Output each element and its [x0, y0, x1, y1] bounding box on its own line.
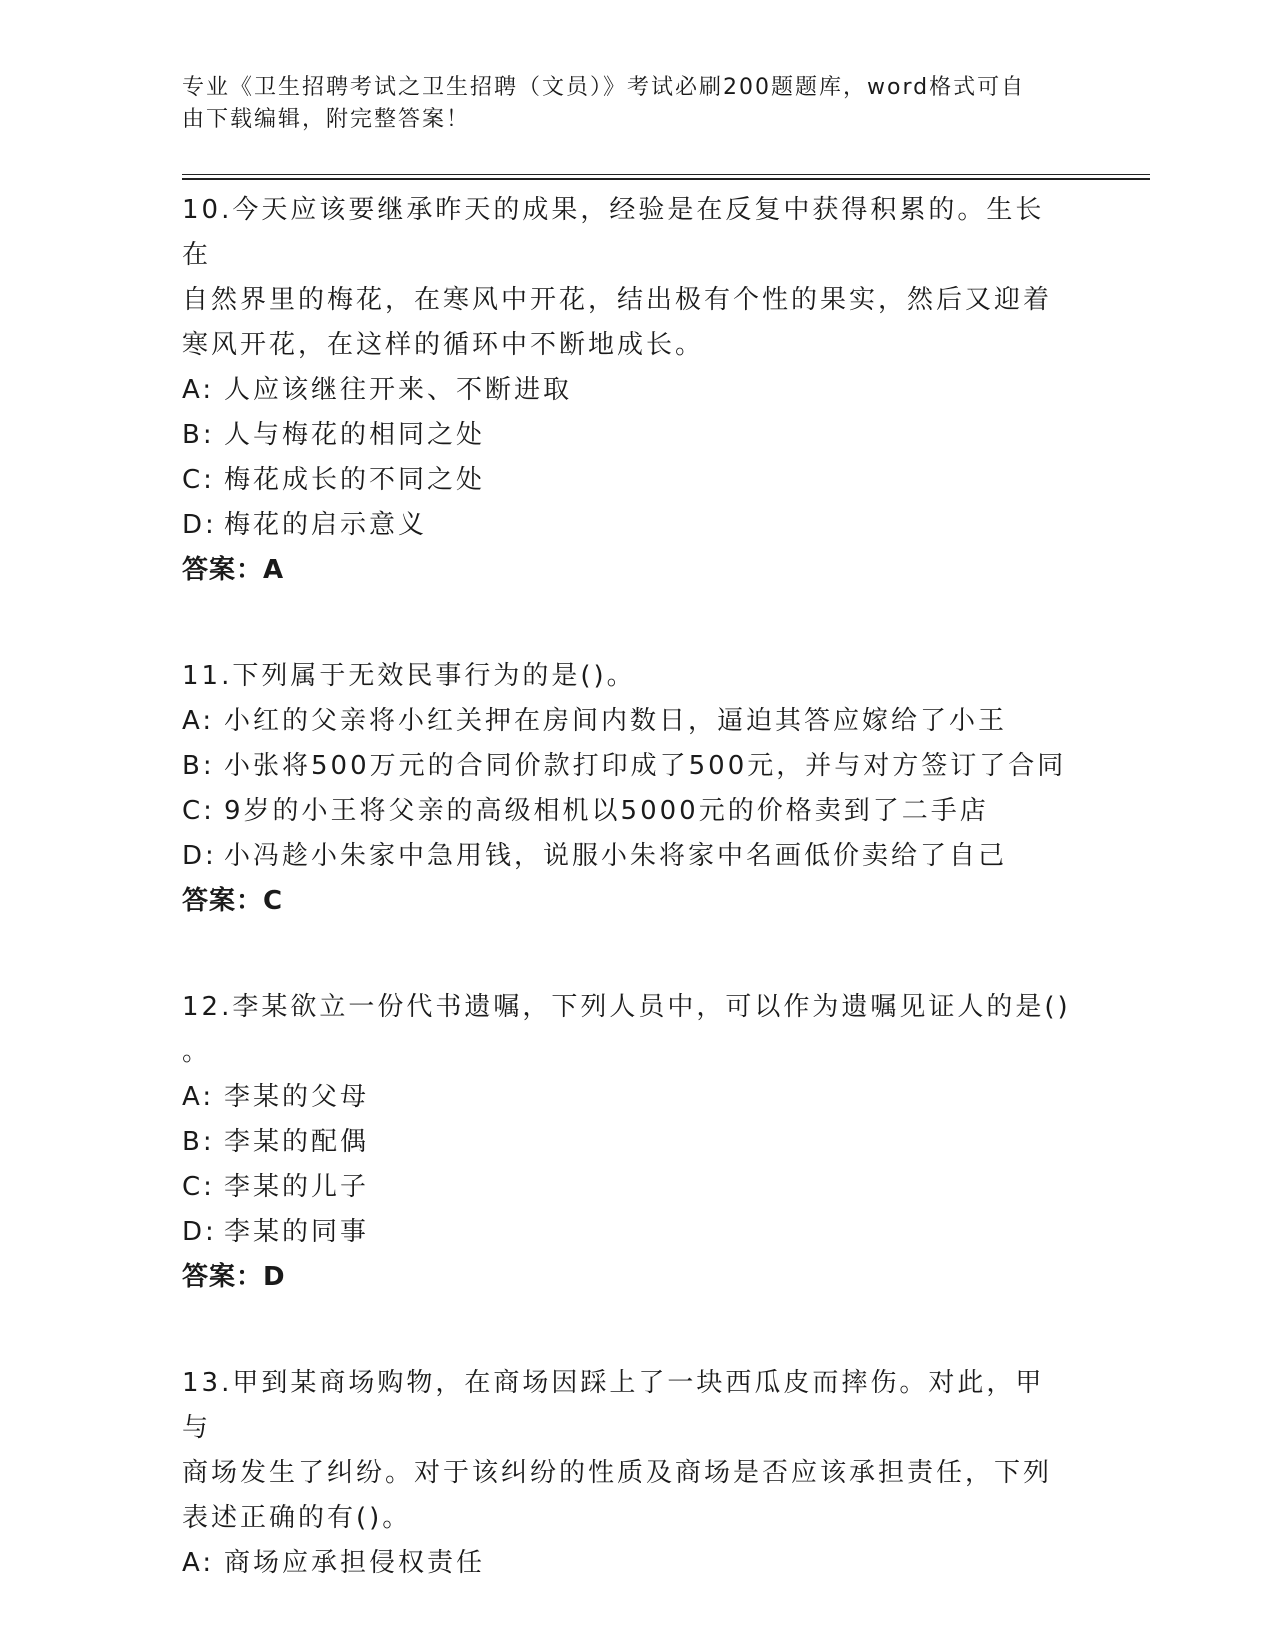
question-11 — [182, 654, 1072, 924]
option-a — [182, 368, 1072, 413]
option-text: 李某的同事 — [224, 1217, 370, 1247]
option-letter: C: — [182, 796, 215, 826]
option-text: 9岁的小王将父亲的高级相机以5000元的价格卖到了二手店 — [224, 796, 989, 826]
option-letter: A: — [182, 375, 215, 405]
question-list — [182, 188, 1072, 1586]
option-text: 小冯趁小朱家中急用钱，说服小朱将家中名画低价卖给了自己 — [224, 841, 1008, 871]
stem-line: 12.李某欲立一份代书遗嘱，下列人员中，可以作为遗嘱见证人的是() — [182, 992, 1071, 1022]
question-12 — [182, 985, 1072, 1300]
header-line-2: 由下载编辑，附完整答案！ — [182, 107, 471, 132]
option-a — [182, 699, 1072, 744]
document-header — [182, 72, 1062, 136]
question-stem — [182, 188, 1072, 368]
answer-line: 答案：D — [182, 1262, 286, 1292]
option-text: 李某的父母 — [224, 1082, 370, 1112]
option-text: 商场应承担侵权责任 — [224, 1548, 486, 1578]
question-spacer — [182, 924, 1072, 985]
question-10 — [182, 188, 1072, 593]
option-letter: C: — [182, 465, 215, 495]
option-letter: A: — [182, 1082, 215, 1112]
header-divider-thin — [182, 174, 1150, 175]
stem-line: 自然界里的梅花，在寒风中开花，结出极有个性的果实，然后又迎着 — [182, 285, 1053, 315]
option-text: 人应该继往开来、不断进取 — [224, 375, 573, 405]
option-text: 李某的儿子 — [224, 1172, 370, 1202]
answer-line: 答案：A — [182, 555, 285, 585]
option-b — [182, 744, 1072, 789]
stem-line: 13.甲到某商场购物，在商场因踩上了一块西瓜皮而摔伤。对此，甲与 — [182, 1368, 1045, 1443]
question-13 — [182, 1361, 1072, 1586]
option-letter: B: — [182, 420, 215, 450]
option-b — [182, 413, 1072, 458]
option-letter: B: — [182, 1127, 215, 1157]
answer-line: 答案：C — [182, 886, 284, 916]
option-b — [182, 1120, 1072, 1165]
option-text: 梅花成长的不同之处 — [224, 465, 486, 495]
option-a — [182, 1075, 1072, 1120]
option-letter: D: — [182, 1217, 217, 1247]
option-d — [182, 503, 1072, 548]
option-text: 小红的父亲将小红关押在房间内数日，逼迫其答应嫁给了小王 — [224, 706, 1008, 736]
option-text: 小张将500万元的合同价款打印成了500元，并与对方签订了合同 — [224, 751, 1067, 781]
option-c — [182, 789, 1072, 834]
option-text: 人与梅花的相同之处 — [224, 420, 486, 450]
option-letter: C: — [182, 1172, 215, 1202]
question-stem — [182, 654, 1072, 699]
option-letter: A: — [182, 706, 215, 736]
stem-line: 10.今天应该要继承昨天的成果，经验是在反复中获得积累的。生长在 — [182, 195, 1045, 270]
option-c — [182, 458, 1072, 503]
question-stem — [182, 1361, 1072, 1541]
option-text: 李某的配偶 — [224, 1127, 370, 1157]
option-a — [182, 1541, 1072, 1586]
header-divider-thick — [182, 178, 1150, 180]
option-letter: B: — [182, 751, 215, 781]
question-spacer — [182, 593, 1072, 654]
stem-line: 。 — [182, 1037, 212, 1067]
stem-line: 表述正确的有()。 — [182, 1503, 412, 1533]
option-text: 梅花的启示意义 — [224, 510, 428, 540]
header-line-1: 专业《卫生招聘考试之卫生招聘（文员）》考试必刷200题题库，word格式可自 — [182, 75, 1026, 100]
question-spacer — [182, 1300, 1072, 1361]
stem-line: 寒风开花，在这样的循环中不断地成长。 — [182, 330, 705, 360]
stem-line: 商场发生了纠纷。对于该纠纷的性质及商场是否应该承担责任，下列 — [182, 1458, 1053, 1488]
option-letter: D: — [182, 841, 217, 871]
question-stem — [182, 985, 1072, 1075]
option-d — [182, 1210, 1072, 1255]
option-letter: D: — [182, 510, 217, 540]
option-d — [182, 834, 1072, 879]
option-c — [182, 1165, 1072, 1210]
option-letter: A: — [182, 1548, 215, 1578]
stem-line: 11.下列属于无效民事行为的是()。 — [182, 661, 636, 691]
